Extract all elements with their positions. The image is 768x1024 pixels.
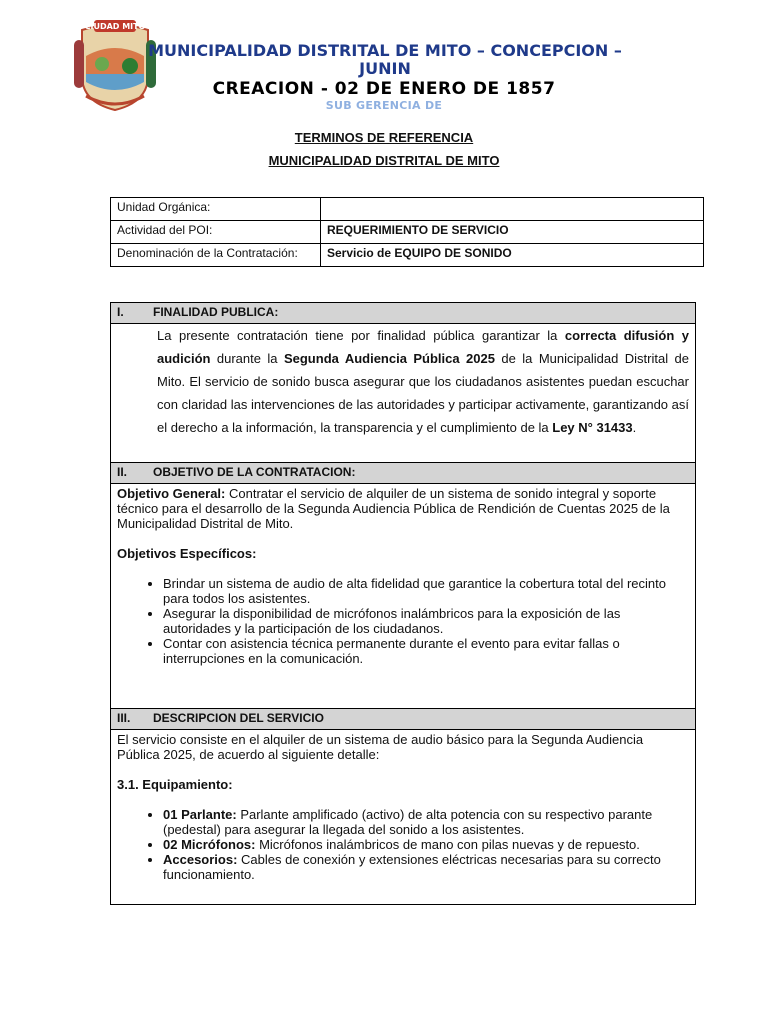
- text-run: Contratar el servicio de alquiler de un sistema de sonido integral y soporte técnico para el desarrollo de la Segunda Audiencia Pública de Rendición de Cuentas 2025 de la Municipalidad Distrital de Mito.: [117, 486, 670, 531]
- text-run: Cables de conexión y extensiones eléctricas necesarias para su correcto funcionamiento.: [163, 852, 661, 882]
- section-header-descripcion: [111, 709, 695, 730]
- document-title: TERMINOS DE REFERENCIA: [294, 130, 474, 145]
- terms-box: [110, 302, 696, 905]
- list-item: [163, 852, 689, 882]
- section-title: FINALIDAD PUBLICA:: [153, 305, 279, 319]
- municipality-name: MUNICIPALIDAD DISTRITAL DE MITO – CONCEPCION – JUNIN: [148, 41, 622, 78]
- table-row: [111, 221, 704, 244]
- text-run: durante la: [210, 351, 284, 366]
- text-run: .: [632, 420, 637, 435]
- bold-run: Ley N° 31433: [552, 420, 633, 435]
- creation-date: CREACION - 02 DE ENERO DE 1857: [212, 79, 556, 99]
- bold-run: 02 Micrófonos:: [163, 837, 256, 852]
- text-run: Parlante amplificado (activo) de alta potencia con su respectivo parante (pedestal) para asegurar la llegada del sonido a los asistentes.: [163, 807, 653, 837]
- table-row: [111, 198, 704, 221]
- value-cell: Servicio de EQUIPO DE SONIDO: [321, 244, 704, 267]
- finalidad-paragraph: [111, 324, 695, 463]
- bold-run: 01 Parlante:: [163, 807, 237, 822]
- bold-run: Objetivo General:: [117, 486, 226, 501]
- section-number: III.: [117, 711, 131, 725]
- label-cell: Unidad Orgánica:: [111, 198, 321, 221]
- list-item: [163, 837, 689, 852]
- value-cell: [321, 198, 704, 221]
- bold-run: correcta difusión y audición: [157, 328, 690, 366]
- label-cell: Denominación de la Contratación:: [111, 244, 321, 267]
- section-header-objetivo: [111, 463, 695, 484]
- text-run: Micrófonos inalámbricos de mano con pilas nuevas y de repuesto.: [255, 837, 640, 852]
- specific-objectives-list: [117, 576, 689, 666]
- objetivo-body: [111, 484, 695, 709]
- list-item: • Brindar un sistema de audio de alta fidelidad que garantice la cobertura total del recinto para todos los asistentes.: [163, 576, 689, 606]
- list-item: • Contar con asistencia técnica permanente durante el evento para evitar fallas o interrupciones en la comunicación.: [163, 636, 689, 666]
- list-item: [163, 807, 689, 837]
- sub-office: SUB GERENCIA DE: [325, 99, 443, 112]
- section-number: I.: [117, 305, 124, 319]
- info-table: [110, 197, 704, 267]
- list-item: • Asegurar la disponibilidad de micrófonos inalámbricos para la exposición de las autoridades y la participación de los ciudadanos.: [163, 606, 689, 636]
- section-header-finalidad: [111, 303, 695, 324]
- equipamiento-subtitle: 3.1. Equipamiento:: [117, 777, 233, 792]
- specific-objectives-label: Objetivos Específicos:: [117, 546, 257, 561]
- descripcion-intro: El servicio consiste en el alquiler de un sistema de audio básico para la Segunda Audiencia Pública 2025, de acuerdo al siguiente detalle:: [117, 732, 644, 762]
- bold-run: Segunda Audiencia Pública 2025: [283, 351, 495, 366]
- table-row: [111, 244, 704, 267]
- bold-run: Accesorios:: [163, 852, 238, 867]
- section-title: DESCRIPCION DEL SERVICIO: [153, 711, 324, 725]
- section-number: II.: [117, 465, 128, 479]
- label-cell: Actividad del POI:: [111, 221, 321, 244]
- section-title: OBJETIVO DE LA CONTRATACION:: [153, 465, 356, 479]
- descripcion-body: [111, 730, 695, 904]
- text-run: La presente contratación tiene por finalidad pública garantizar la: [157, 328, 565, 343]
- general-objective: [117, 486, 689, 531]
- value-cell: REQUERIMIENTO DE SERVICIO: [321, 221, 704, 244]
- text-run: de la Municipalidad Distrital de Mito. El servicio de sonido busca asegurar que los ciudadanos asistentes puedan escuchar con claridad las intervenciones de las autoridades y participar activamente, garantizando así el derecho a la información, la transparencia y el cumplimiento de la: [157, 351, 689, 435]
- entity-title: MUNICIPALIDAD DISTRITAL DE MITO: [268, 153, 500, 168]
- equipment-list: [117, 807, 689, 882]
- crest-text: CIUDAD MITO: [84, 22, 146, 31]
